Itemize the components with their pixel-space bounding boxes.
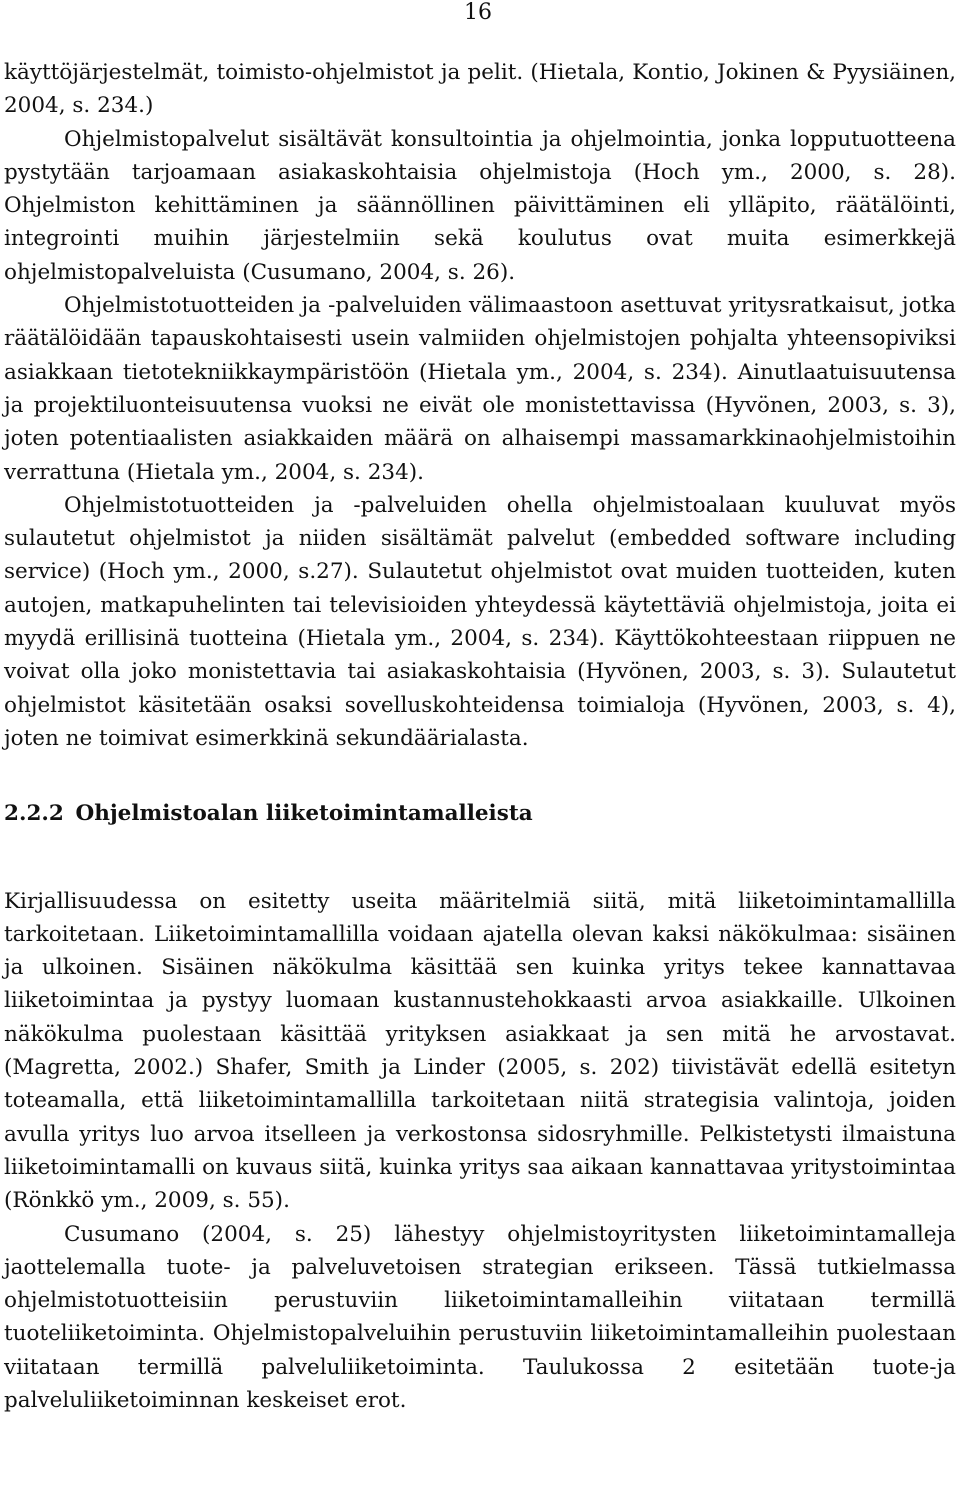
paragraph-cusumano: Cusumano (2004, s. 25) lähestyy ohjelmistoyritysten liiketoimintamalleja jaottelemalla tuote- ja palveluvetoisen strategian erikseen. Tässä tutkielmassa ohjelmistotuotteisiin perustuviin liiketoimintamalleihin viitataan termillä tuoteliiketoiminta. Ohjelmistopalveluihin perustuviin liiketoimintamalleihin puolestaan viitataan termillä palveluliiketoiminta. Taulukossa 2 esitetään tuote-ja palveluliiketoiminnan keskeiset erot. <box>4 1221 956 1413</box>
document-body <box>4 56 956 1417</box>
page-number: 16 <box>464 0 492 25</box>
section-title: Ohjelmistoalan liiketoimintamalleista <box>75 801 533 827</box>
paragraph-software-services: Ohjelmistopalvelut sisältävät konsultointia ja ohjelmointia, jonka lopputuotteena pystytään tarjoamaan asiakaskohtaisia ohjelmistoja (Hoch ym., 2000, s. 28). Ohjelmiston kehittäminen ja säännöllinen päivittäminen eli ylläpito, räätälöinti, integrointi muihin järjestelmiin sekä koulutus ovat muita esimerkkejä ohjelmistopalveluista (Cusumano, 2004, s. 26). <box>4 126 956 285</box>
paragraph-embedded-software: Ohjelmistotuotteiden ja -palveluiden ohella ohjelmistoalaan kuuluvat myös sulautetut ohjelmistot ja niiden sisältämät palvelut (embedded software including service) (Hoch ym., 2000, s.27). Sulautetut ohjelmistot ovat muiden tuotteiden, kuten autojen, matkapuhelinten tai televisioiden yhteydessä käytettäviä ohjelmistoja, joita ei myydä erillisinä tuotteina (Hietala ym., 2004, s. 234). Käyttökohteestaan riippuen ne voivat olla joko monistettavia tai asiakaskohtaisia (Hyvönen, 2003, s. 3). Sulautetut ohjelmistot käsitetään osaksi sovelluskohteidensa toimialoja (Hyvönen, 2003, s. 4), joten ne toimivat esimerkkinä sekundäärialasta. <box>4 492 956 751</box>
paragraph-continuation: käyttöjärjestelmät, toimisto-ohjelmistot ja pelit. (Hietala, Kontio, Jokinen & Pyysiäinen, 2004, s. 234.) <box>4 60 956 119</box>
section-number: 2.2.2 <box>4 801 64 827</box>
paragraph-enterprise-solutions: Ohjelmistotuotteiden ja -palveluiden välimaastoon asettuvat yritysratkaisut, jotka räätälöidään tapauskohtaisesti usein valmiiden ohjelmistojen pohjalta yhteensopiviksi asiakkaan tietotekniikkaympäristöön (Hietala ym., 2004, s. 234). Ainutlaatuisuutensa ja projektiluonteisuutensa vuoksi ne eivät ole monistettavissa (Hyvönen, 2003, s. 3), joten potentiaalisten asiakkaiden määrä on alhaisempi massamarkkinaohjelmistoihin verrattuna (Hietala ym., 2004, s. 234). <box>4 293 956 485</box>
paragraph-business-model-definition: Kirjallisuudessa on esitetty useita määritelmiä siitä, mitä liiketoimintamallilla tarkoitetaan. Liiketoimintamallilla voidaan ajatella olevan kaksi näkökulmaa: sisäinen ja ulkoinen. Sisäinen näkökulma käsittää sen kuinka yritys tekee kannattavaa liiketoimintaa ja pystyy luomaan kustannustehokkaasti arvoa asiakkaille. Ulkoinen näkökulma puolestaan käsittää yrityksen asiakkaat ja sen mitä he arvostavat. (Magretta, 2002.) Shafer, Smith ja Linder (2005, s. 202) tiivistävät edellä esitetyn toteamalla, että liiketoimintamallilla tarkoitetaan niitä strategisia valintoja, joiden avulla yritys luo arvoa itselleen ja verkostonsa sidosryhmille. Pelkistetysti ilmaistuna liiketoimintamalli on kuvaus siitä, kuinka yritys saa aikaan kannattavaa yritystoimintaa (Rönkkö ym., 2009, s. 55). <box>4 888 956 1214</box>
section-heading <box>4 797 956 830</box>
